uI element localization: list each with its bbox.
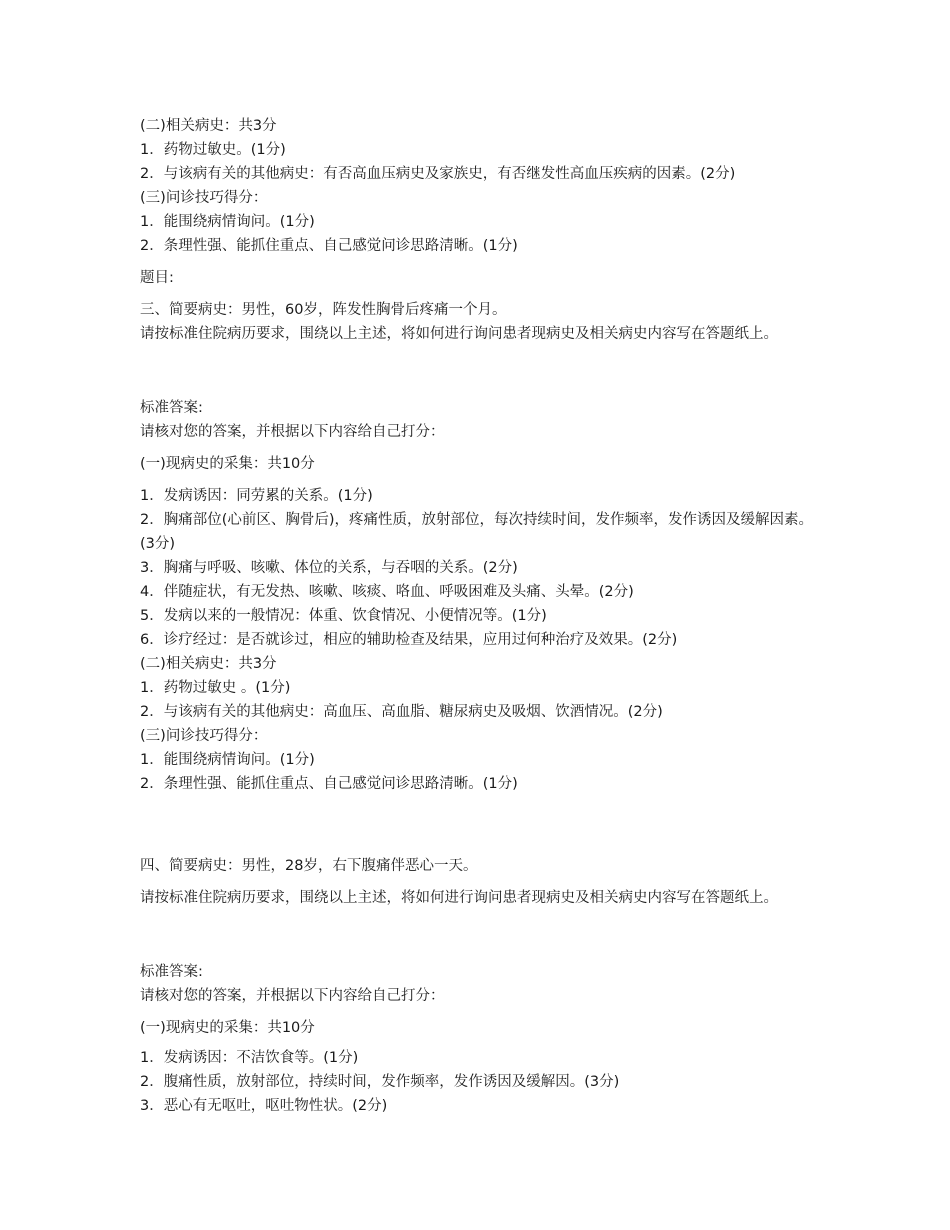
case4-present-item: 1．发病诱因：不洁饮食等。(1分): [140, 1050, 359, 1066]
case4-prompt: 请按标准住院病历要求，围绕以上主述，将如何进行询问患者现病史及相关病史内容写在答题纸上。: [140, 890, 778, 906]
interview-skills-item: 2．条理性强、能抓住重点、自己感觉问诊思路清晰。(1分): [140, 238, 518, 254]
case3-self-check: 请核对您的答案，并根据以下内容给自己打分：: [140, 424, 445, 440]
related-history-item: 2．与该病有关的其他病史：有否高血压病史及家族史，有否继发性高血压疾病的因素。(2分): [140, 166, 736, 182]
case3-present-item: 3．胸痛与呼吸、咳嗽、体位的关系，与吞咽的关系。(2分): [140, 560, 518, 576]
case3-related-heading: (二)相关病史：共3分: [140, 656, 277, 672]
case3-present-item: 6．诊疗经过：是否就诊过，相应的辅助检查及结果，应用过何种治疗及效果。(2分): [140, 632, 678, 648]
case3-present-item: 2．胸痛部位(心前区、胸骨后)，疼痛性质，放射部位，每次持续时间，发作频率，发作诱因及缓解因素。(3分): [140, 512, 814, 552]
case3-prompt: 请按标准住院病历要求，围绕以上主述，将如何进行询问患者现病史及相关病史内容写在答题纸上。: [140, 326, 778, 342]
case4-present-item: 2．腹痛性质，放射部位，持续时间，发作频率，发作诱因及缓解因。(3分): [140, 1074, 620, 1090]
case3-present-heading: (一)现病史的采集：共10分: [140, 456, 315, 472]
case3-skills-item: 2．条理性强、能抓住重点、自己感觉问诊思路清晰。(1分): [140, 776, 518, 792]
case4-present-heading: (一)现病史的采集：共10分: [140, 1020, 315, 1036]
case3-answer-label: 标准答案:: [140, 400, 203, 416]
related-history-item: 1．药物过敏史。(1分): [140, 142, 286, 158]
case3-skills-item: 1．能围绕病情询问。(1分): [140, 752, 315, 768]
case4-answer-label: 标准答案:: [140, 964, 203, 980]
case3-related-item: 2．与该病有关的其他病史：高血压、高血脂、糖尿病史及吸烟、饮酒情况。(2分): [140, 704, 663, 720]
case3-present-item: 1．发病诱因：同劳累的关系。(1分): [140, 488, 373, 504]
case3-related-item: 1．药物过敏史 。(1分): [140, 680, 291, 696]
interview-skills-item: 1．能围绕病情询问。(1分): [140, 214, 315, 230]
case3-skills-heading: (三)问诊技巧得分：: [140, 728, 268, 744]
case3-present-item: 4．伴随症状，有无发热、咳嗽、咳痰、咯血、呼吸困难及头痛、头晕。(2分): [140, 584, 634, 600]
case4-present-item: 3．恶心有无呕吐，呕吐物性状。(2分): [140, 1098, 388, 1114]
topic-label: 题目:: [140, 270, 174, 286]
case3-present-item: 5．发病以来的一般情况：体重、饮食情况、小便情况等。(1分): [140, 608, 547, 624]
case3-title: 三、简要病史：男性，60岁，阵发性胸骨后疼痛一个月。: [140, 302, 507, 318]
case4-title: 四、简要病史：男性，28岁，右下腹痛伴恶心一天。: [140, 858, 478, 874]
interview-skills-heading: (三)问诊技巧得分：: [140, 190, 268, 206]
related-history-heading: (二)相关病史：共3分: [140, 118, 277, 134]
case4-self-check: 请核对您的答案，并根据以下内容给自己打分：: [140, 988, 445, 1004]
